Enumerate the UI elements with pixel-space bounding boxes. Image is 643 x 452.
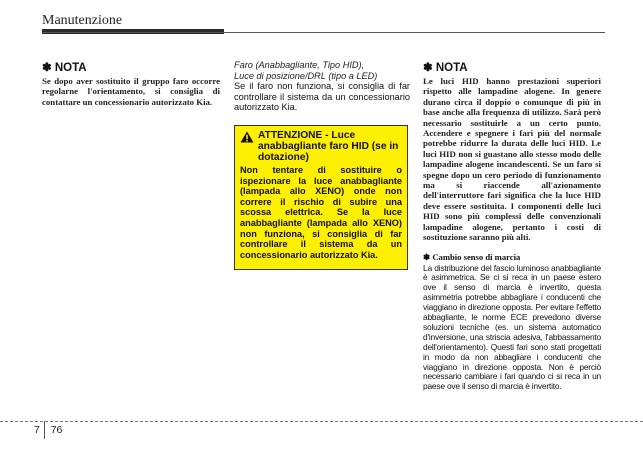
headlamp-title-line2: Luce di posizione/DRL (tipo a LED) xyxy=(234,70,378,81)
footer-rule xyxy=(0,421,643,422)
subsection-body: La distribuzione del fascio luminoso anabbagliante è asimmetrica. Se ci si reca in un paese estero ove il senso di marcia è invertito, questa asimmetria potrebbe abbagliare i conducenti che viaggiano in direzione opposta. Per evitare l'effetto abbagliante, le norme ECE prevedono diverse soluzioni tecniche (es. un sistema automatico d'inversione, una striscia adesiva, l'abbassamento dell'orientamento). Questi fari sono stati progettati in modo da non abbagliare i conducenti che viaggiano in direzione opposta. Non è perciò necessario cambiare i fari quando ci si reca in un paese ove il senso di marcia è invertito. xyxy=(423,262,601,392)
nota-heading-right: ✽ NOTA xyxy=(423,62,468,74)
chapter-number: 7 xyxy=(34,424,40,436)
header-rule xyxy=(42,32,605,33)
nota-text-right: Le luci HID hanno prestazioni superiori rispetto alle lampadine alogene. In genere durano circa il doppio o comunque di più in base anche alla frequenza di utilizzo. Sarà però necessario sostituirle a un certo punto. Accendere e spegnere i fari più del normale potrebbe ridurre la durata delle luci HID. Le luci HID non si guastano allo stesso modo delle lampadine alogene incandescenti. Se un faro si spegne dopo un cero periodo di funzionamento ma si riaccende all'azionamento dell'interruttore fari significa che la luce HID deve essere sostituita. I componenti delle luci HID sono più complessi delle convenzionali lampadine alogene, pertanto i costi di sostituzione saranno più alti. xyxy=(423,76,601,243)
column-right xyxy=(423,60,601,392)
headlamp-title-line1: Faro (Anabbagliante, Tipo HID), xyxy=(234,60,365,70)
nota-heading-left: ✽ NOTA xyxy=(42,62,87,74)
section-title: Manutenzione xyxy=(42,13,123,28)
page-number xyxy=(34,424,62,436)
warning-box xyxy=(234,125,408,270)
warning-title: ATTENZIONE - Luce anabbagliante faro HID (se in dotazione) xyxy=(258,130,399,163)
nota-text-left: Se dopo aver sostituito il gruppo faro occorre regolarne l'orientamento, si consiglia di contattare un concessionario autorizzato Kia. xyxy=(42,76,220,107)
column-left xyxy=(42,60,220,107)
page-index: 76 xyxy=(50,424,63,436)
column-middle xyxy=(234,60,410,113)
warning-body: Non tentare di sostituire o ispezionare la luce anabbagliante (lampada allo XENO) onde non correre il rischio di subire una scossa elettrica. Se la luce anabbagliante (lampada allo XENO) non funziona, si consiglia di far controllare il sistema da un concessionario autorizzato Kia. xyxy=(240,165,402,260)
warning-triangle-icon xyxy=(240,131,254,143)
subsection-heading: ✽ Cambio senso di marcia xyxy=(423,251,521,262)
headlamp-body: Se il faro non funziona, si consiglia di far controllare il sistema da un concessionario autorizzato Kia. xyxy=(234,81,410,112)
